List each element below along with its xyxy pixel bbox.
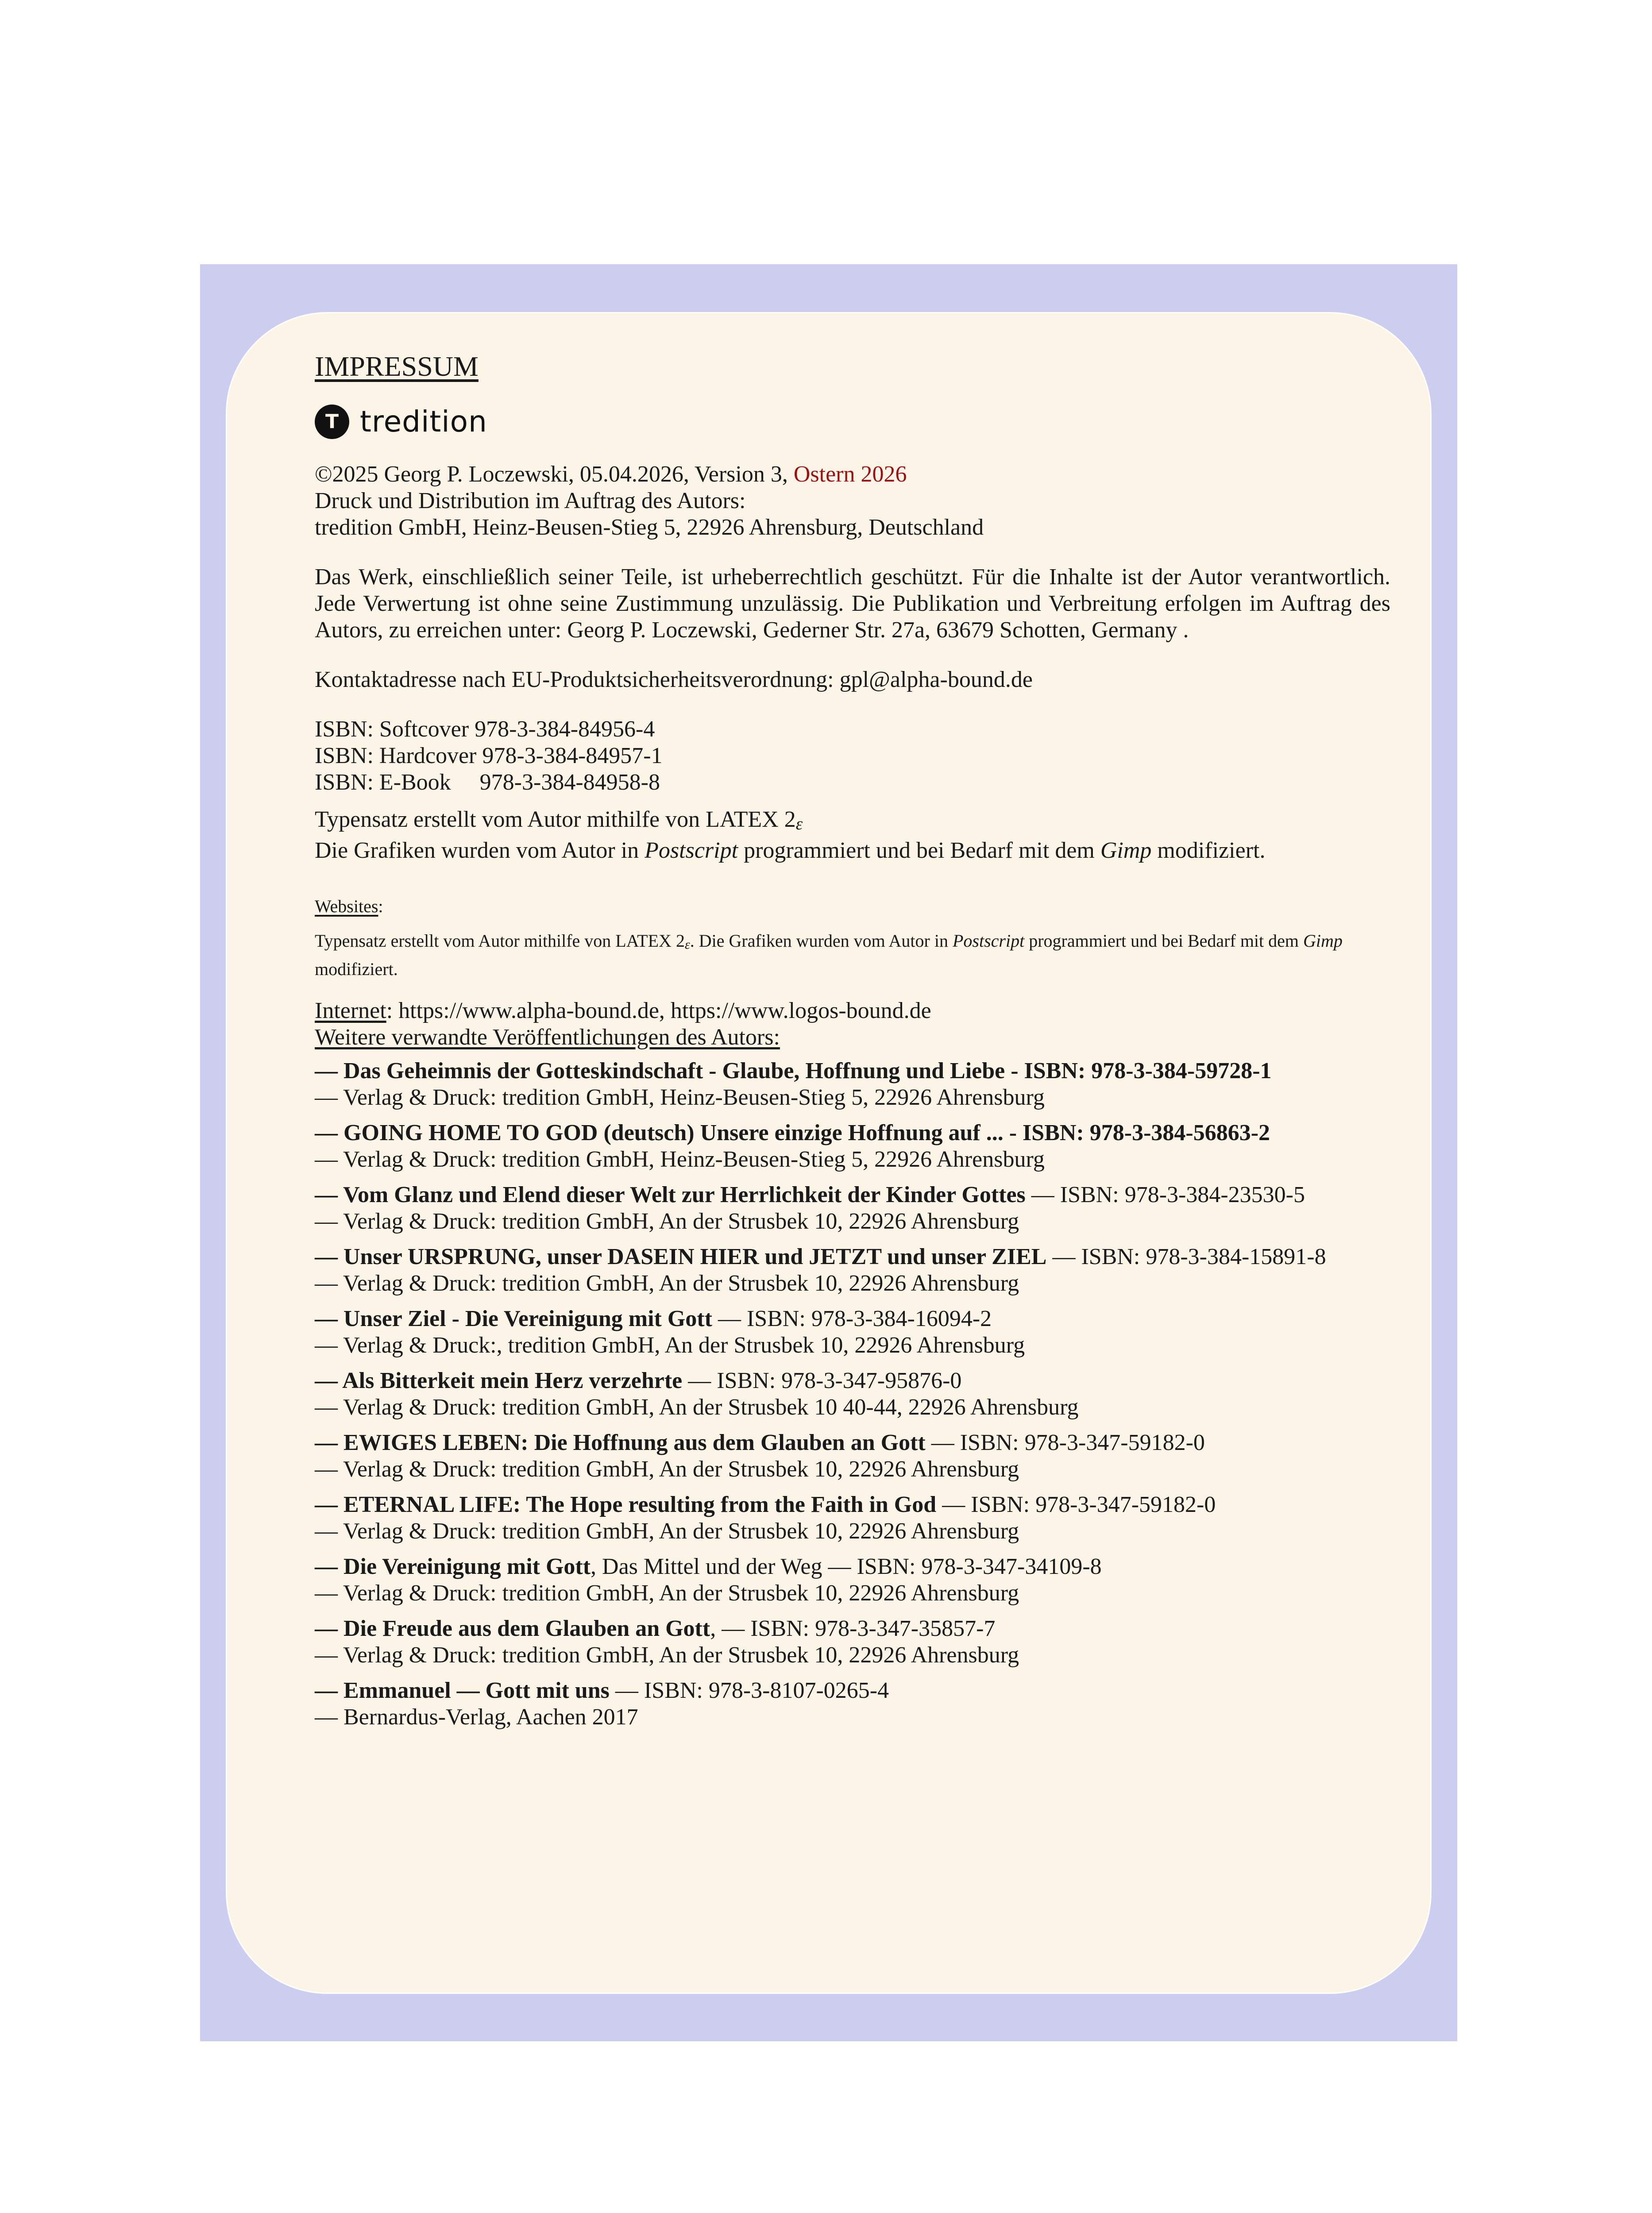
impressum-content xyxy=(315,349,1390,1731)
isbn-list xyxy=(315,716,1390,796)
gimp-term: Gimp xyxy=(1100,837,1152,863)
publication-publisher: — Verlag & Druck: tredition GmbH, Heinz-Beusen-Stieg 5, 22926 Ahrensburg xyxy=(315,1085,1045,1110)
isbn-ebook: ISBN: E-Book 978-3-384-84958-8 xyxy=(315,770,660,795)
publication-title-bold: — EWIGES LEBEN: Die Hoffnung aus dem Glauben an Gott xyxy=(315,1430,926,1456)
latex-logo: LATEX 2 xyxy=(706,807,796,832)
copyright-text: ©2025 Georg P. Loczewski, 05.04.2026, Version 3, xyxy=(315,462,794,487)
publisher-logo xyxy=(315,402,1390,442)
publication-title xyxy=(315,1120,1390,1146)
publication-title xyxy=(315,1430,1390,1456)
graphics-line xyxy=(315,837,1390,864)
small-latex-logo: LATEX 2 xyxy=(615,930,685,951)
publication-title xyxy=(315,1306,1390,1332)
publication-isbn: , Das Mittel und der Weg — ISBN: 978-3-347-34109-8 xyxy=(591,1554,1102,1580)
publication-publisher: — Verlag & Druck: tredition GmbH, An der Strusbek 10, 22926 Ahrensburg xyxy=(315,1581,1019,1606)
typeset-line xyxy=(315,806,1390,837)
publication-publisher: — Verlag & Druck: tredition GmbH, An der Strusbek 10, 22926 Ahrensburg xyxy=(315,1271,1019,1296)
small-typeset-mid: . Die Grafiken wurden vom Autor in xyxy=(690,930,953,951)
graphics-prefix: Die Grafiken wurden vom Autor in xyxy=(315,837,645,863)
page-frame xyxy=(200,264,1457,2041)
publication-title xyxy=(315,1368,1390,1394)
graphics-mid: programmiert und bei Bedarf mit dem xyxy=(738,837,1100,863)
publication-isbn: — ISBN: 978-3-347-59182-0 xyxy=(936,1492,1216,1518)
isbn-hardcover: ISBN: Hardcover 978-3-384-84957-1 xyxy=(315,743,663,768)
small-typeset-mid2: programmiert und bei Bedarf mit dem xyxy=(1024,930,1304,951)
publication-title-bold: — Unser Ziel - Die Vereinigung mit Gott xyxy=(315,1306,712,1332)
tredition-logo-icon: T xyxy=(315,405,349,439)
publication-title xyxy=(315,1058,1390,1084)
small-postscript-term: Postscript xyxy=(952,930,1025,951)
latex-epsilon: ε xyxy=(795,814,803,833)
typeset-note xyxy=(315,806,1390,864)
publication-isbn: — ISBN: 978-3-8107-0265-4 xyxy=(609,1678,889,1704)
publication-title-bold: — Das Geheimnis der Gotteskindschaft - Glaube, Hoffnung und Liebe - ISBN: 978-3-384-59728-1 xyxy=(315,1058,1272,1084)
small-typeset-suffix: modifiziert. xyxy=(315,959,398,979)
rights-notice: Das Werk, einschließlich seiner Teile, ist urheberrechtlich geschützt. Für die Inhalte ist der Autor verantwortlich. Jede Verwertung ist ohne seine Zustimmung unzulässig. Die Publikation und Verbreitung erfolgen im Auftrag des Autors, zu erreichen unter: Georg P. Loczewski, Gederner Str. 27a, 63679 Schotten, Germany . xyxy=(315,564,1390,643)
websites-label: Websites xyxy=(315,896,378,916)
publication-isbn: — ISBN: 978-3-384-16094-2 xyxy=(712,1306,992,1332)
publication-title-bold: — GOING HOME TO GOD (deutsch) Unsere einzige Hoffnung auf ... - ISBN: 978-3-384-56863-2 xyxy=(315,1120,1270,1146)
publication-publisher: — Bernardus-Verlag, Aachen 2017 xyxy=(315,1704,638,1730)
copyright-block xyxy=(315,461,1390,541)
distributor-address: tredition GmbH, Heinz-Beusen-Stieg 5, 22926 Ahrensburg, Deutschland xyxy=(315,515,984,540)
small-typeset-note xyxy=(315,929,1390,982)
postscript-term: Postscript xyxy=(645,837,738,863)
publication-isbn: — ISBN: 978-3-384-15891-8 xyxy=(1046,1244,1326,1270)
publication-title xyxy=(315,1492,1390,1518)
internet-label: Internet xyxy=(315,998,386,1024)
publication-isbn: — ISBN: 978-3-347-95876-0 xyxy=(682,1368,962,1394)
isbn-softcover: ISBN: Softcover 978-3-384-84956-4 xyxy=(315,717,655,742)
publication-publisher: — Verlag & Druck: tredition GmbH, An der Strusbek 10, 22926 Ahrensburg xyxy=(315,1457,1019,1482)
publication-title xyxy=(315,1182,1390,1208)
publication-title-bold: — Als Bitterkeit mein Herz verzehrte xyxy=(315,1368,683,1394)
publication-publisher: — Verlag & Druck: tredition GmbH, An der Strusbek 10, 22926 Ahrensburg xyxy=(315,1209,1019,1234)
publication-title xyxy=(315,1615,1390,1642)
publication-isbn: , — ISBN: 978-3-347-35857-7 xyxy=(710,1616,996,1642)
publication-title-bold: — ETERNAL LIFE: The Hope resulting from the Faith in God xyxy=(315,1492,937,1518)
typeset-prefix: Typensatz erstellt vom Autor mithilfe von xyxy=(315,807,706,832)
small-latex-epsilon: ε xyxy=(684,937,690,952)
contact-address: Kontaktadresse nach EU-Produktsicherheitsverordnung: gpl@alpha-bound.de xyxy=(315,667,1033,692)
publication-isbn: — ISBN: 978-3-384-23530-5 xyxy=(1025,1182,1305,1208)
distribution-line: Druck und Distribution im Auftrag des Autors: xyxy=(315,488,746,513)
publications-list xyxy=(315,1058,1390,1731)
internet-links[interactable]: : https://www.alpha-bound.de, https://www.logos-bound.de xyxy=(386,998,931,1024)
small-typeset-prefix: Typensatz erstellt vom Autor mithilfe von xyxy=(315,930,616,951)
publication-publisher: — Verlag & Druck: tredition GmbH, An der Strusbek 10 40-44, 22926 Ahrensburg xyxy=(315,1395,1079,1420)
impressum-card xyxy=(226,312,1432,1994)
publication-title xyxy=(315,1677,1390,1704)
internet-line xyxy=(315,998,1390,1024)
edition-label: Ostern 2026 xyxy=(793,462,907,487)
websites-section xyxy=(315,894,1390,982)
copyright-line xyxy=(315,461,1390,488)
publication-publisher: — Verlag & Druck:, tredition GmbH, An der Strusbek 10, 22926 Ahrensburg xyxy=(315,1333,1025,1358)
websites-heading: Websites: xyxy=(315,896,383,916)
publication-isbn: — ISBN: 978-3-347-59182-0 xyxy=(925,1430,1205,1456)
publication-title-bold: — Unser URSPRUNG, unser DASEIN HIER und JETZT und unser ZIEL xyxy=(315,1244,1047,1270)
publication-title xyxy=(315,1554,1390,1580)
publication-title-bold: — Die Vereinigung mit Gott xyxy=(315,1554,591,1580)
logo-wordmark: tredition xyxy=(360,405,487,439)
page-title: IMPRESSUM xyxy=(315,351,479,382)
publication-title-bold: — Emmanuel — Gott mit uns xyxy=(315,1678,610,1704)
publication-title-bold: — Die Freude aus dem Glauben an Gott xyxy=(315,1616,710,1642)
publication-title xyxy=(315,1244,1390,1270)
publication-title-bold: — Vom Glanz und Elend dieser Welt zur Herrlichkeit der Kinder Gottes xyxy=(315,1182,1026,1208)
publication-publisher: — Verlag & Druck: tredition GmbH, An der Strusbek 10, 22926 Ahrensburg xyxy=(315,1642,1019,1668)
publication-publisher: — Verlag & Druck: tredition GmbH, An der Strusbek 10, 22926 Ahrensburg xyxy=(315,1519,1019,1544)
publication-publisher: — Verlag & Druck: tredition GmbH, Heinz-Beusen-Stieg 5, 22926 Ahrensburg xyxy=(315,1147,1045,1172)
small-gimp-term: Gimp xyxy=(1303,930,1343,951)
graphics-suffix: modifiziert. xyxy=(1151,837,1266,863)
publications-heading-text: Weitere verwandte Veröffentlichungen des Autors: xyxy=(315,1025,780,1050)
publications-heading xyxy=(315,1024,1390,1051)
